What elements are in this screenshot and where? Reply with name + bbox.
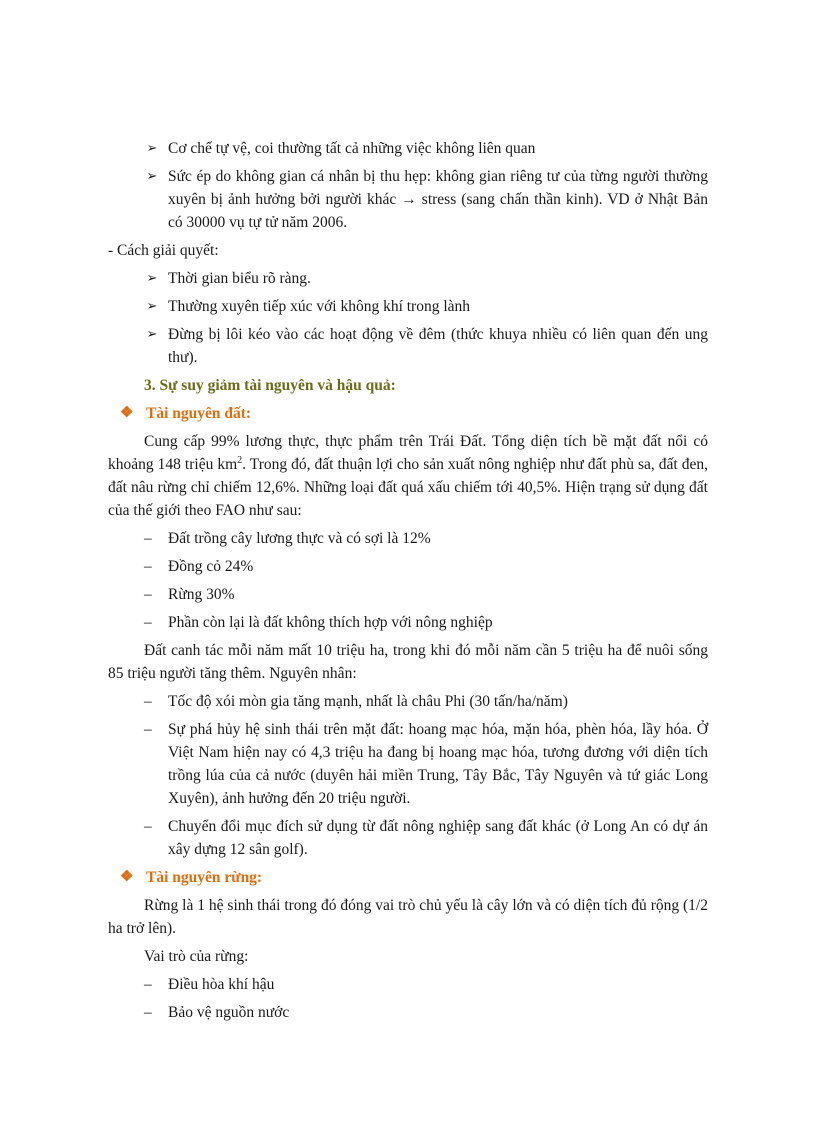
list-item: – Điều hòa khí hậu xyxy=(108,973,708,996)
list-item: – Bảo vệ nguồn nước xyxy=(108,1001,708,1024)
dash-bullet-icon: – xyxy=(144,818,152,835)
dash-bullet-icon: – xyxy=(144,530,152,547)
list-item: – Rừng 30% xyxy=(108,583,708,606)
solution-label: - Cách giải quyết: xyxy=(108,242,219,259)
paragraph: Đất canh tác mỗi năm mất 10 triệu ha, trong khi đó mỗi năm cần 5 triệu ha để nuôi sống 85 triệu người tăng thêm. Nguyên nhân: xyxy=(108,642,708,682)
arrow-bullet-icon: ➢ xyxy=(146,299,158,314)
dash-bullet-icon: – xyxy=(144,976,152,993)
roles-label: Vai trò của rừng: xyxy=(144,948,249,965)
subsection-heading: ❖ Tài nguyên rừng: xyxy=(108,866,708,889)
paragraph: Cung cấp 99% lương thực, thực phẩm trên Trái Đất. Tổng diện tích bề mặt đất nổi có khoảng 148 triệu $km^2$. Trong đó, đất thuận lợi cho sản xuất nông nghiệp như đất phù sa, đất đen, đất nâu rừng chỉ chiếm 12,6%. Những loại đất quá xấu chiếm tới 40,5%. Hiện trạng sử dụng đất của thế giới theo FAO như sau: xyxy=(108,433,709,519)
list-item: – Đồng cỏ 24% xyxy=(108,555,708,578)
list-item: – Sự phá hủy hệ sinh thái trên mặt đất: hoang mạc hóa, mặn hóa, phèn hóa, lầy hóa. Ở Việt Nam hiện nay có 4,3 triệu ha đang bị hoang mạc hóa, tương đương với diện tích trồng lúa của cả nước (duyên hải miền Trung, Tây Bắc, Tây Nguyên và tứ giác Long Xuyên), ảnh hưởng đến 20 triệu người. xyxy=(108,718,708,810)
arrow-bullet-icon: ➢ xyxy=(146,271,158,286)
list-item: ➢ Thời gian biểu rõ ràng. xyxy=(108,267,708,290)
arrow-bullet-icon: ➢ xyxy=(146,141,158,156)
paragraph: Rừng là 1 hệ sinh thái trong đó đóng vai trò chủ yếu là cây lớn và có diện tích đủ rộng (1/2 ha trở lên). xyxy=(108,897,708,937)
dash-bullet-icon: – xyxy=(144,1004,152,1021)
dash-bullet-icon: – xyxy=(144,558,152,575)
list-item: ➢ Cơ chế tự vệ, coi thường tất cả những việc không liên quan xyxy=(108,137,708,160)
section-heading: 3. Sự suy giảm tài nguyên và hậu quả: xyxy=(144,377,396,394)
list-item: – Chuyển đổi mục đích sử dụng từ đất nông nghiệp sang đất khác (ở Long An có dự án xây dựng 12 sân golf). xyxy=(108,815,708,861)
list-item: – Tốc độ xói mòn gia tăng mạnh, nhất là châu Phi (30 tấn/ha/năm) xyxy=(108,690,708,713)
dash-bullet-icon: – xyxy=(144,693,152,710)
diamond-star-icon: ❖ xyxy=(120,869,134,885)
arrow-bullet-icon: ➢ xyxy=(146,169,158,184)
dash-bullet-icon: – xyxy=(144,586,152,603)
list-item: – Phần còn lại là đất không thích hợp với nông nghiệp xyxy=(108,611,708,634)
list-item: – Đất trồng cây lương thực và có sợi là 12% xyxy=(108,527,708,550)
list-item: ➢ Thường xuyên tiếp xúc với không khí trong lành xyxy=(108,295,708,318)
dash-bullet-icon: – xyxy=(144,721,152,738)
document-page xyxy=(108,137,708,1029)
list-item: ➢ Sức ép do không gian cá nhân bị thu hẹp: không gian riêng tư của từng người thường xuyên bị ảnh hưởng bởi người khác → stress (sang chấn thần kinh). VD ở Nhật Bản có 30000 vụ tự tử năm 2006. xyxy=(108,165,708,234)
diamond-star-icon: ❖ xyxy=(120,405,134,421)
list-item: ➢ Đừng bị lôi kéo vào các hoạt động về đêm (thức khuya nhiều có liên quan đến ung thư). xyxy=(108,323,708,369)
arrow-bullet-icon: ➢ xyxy=(146,327,158,342)
dash-bullet-icon: – xyxy=(144,614,152,631)
subsection-heading: ❖ Tài nguyên đất: xyxy=(108,402,708,425)
